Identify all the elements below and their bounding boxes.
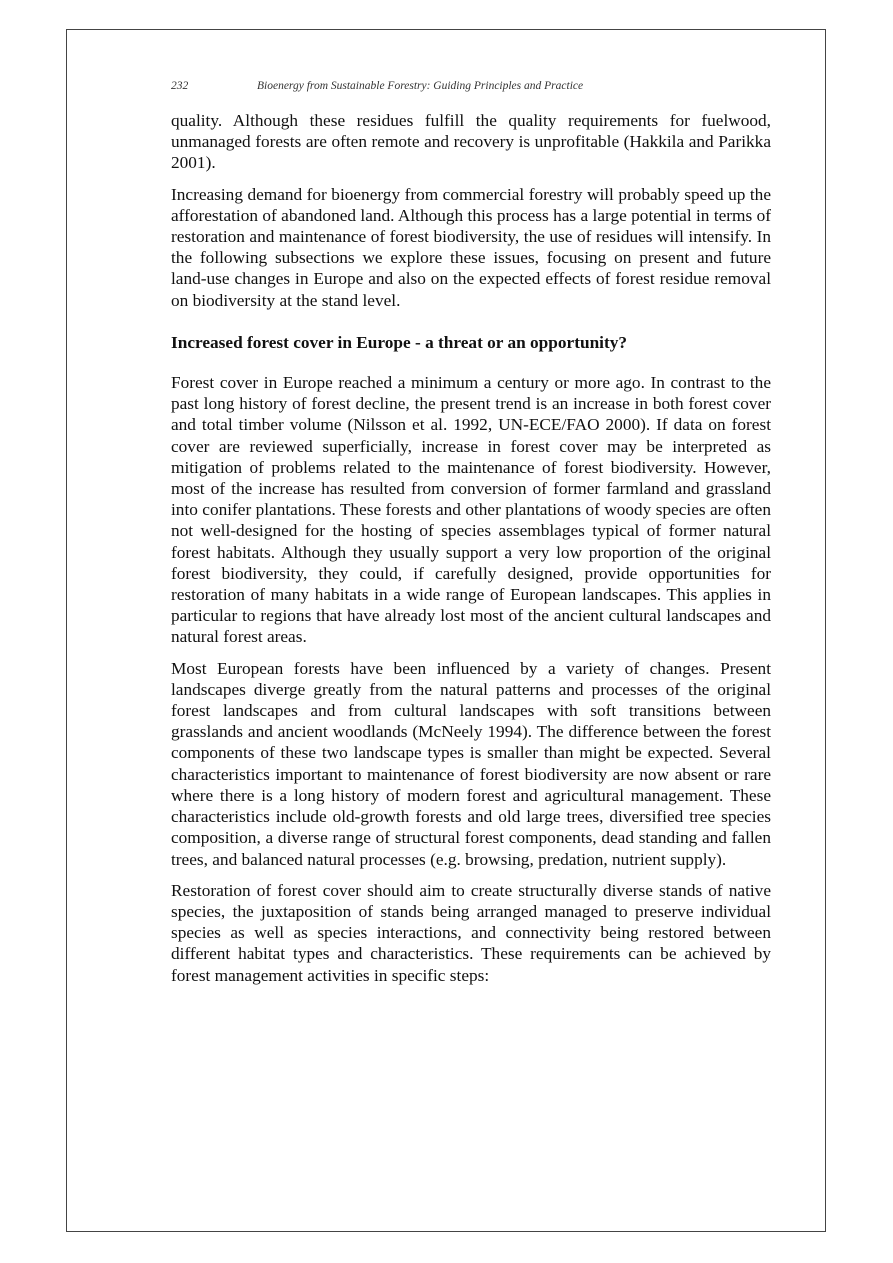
paragraph-bioenergy-demand: Increasing demand for bioenergy from commercial forestry will probably speed up the afforestation of abandoned land. Although this process has a large potential in terms of restoration and maintenance of forest biodiversity, the use of residues will intensify. In the following subsections we explore these issues, focusing on present and future land-use changes in Europe and also on the expected effects of forest residue removal on biodiversity at the stand level.	[171, 184, 771, 310]
running-header	[171, 80, 771, 98]
paragraph-continuation: quality. Although these residues fulfill the quality requirements for fuelwood, unmanaged forests are often remote and recovery is unprofitable (Hakkila and Parikka 2001).	[171, 111, 771, 173]
paragraph-restoration: Restoration of forest cover should aim to create structurally diverse stands of native species, the juxtaposition of stands being arranged managed to preserve individual species as well as species interactions, and connectivity being restored between different habitat types and characteristics. These requirements can be achieved by forest management activities in specific steps:	[171, 880, 771, 985]
paragraph-forest-cover: Forest cover in Europe reached a minimum a century or more ago. In contrast to the past long history of forest decline, the present trend is an increase in both forest cover and total timber volume (Nilsson et al. 1992, UN-ECE/FAO 2000). If data on forest cover are reviewed superficially, increase in forest cover may be interpreted as mitigation of problems related to the maintenance of forest biodiversity. However, most of the increase has resulted from conversion of former farmland and grassland into conifer plantations. These forests and other plantations of woody species are often not well-designed for the hosting of species assemblages typical of former natural forest habitats. Although they usually support a very low proportion of the original forest biodiversity, they could, if carefully designed, provide opportunities for restoration of many habitats in a wide range of European landscapes. This applies in particular to regions that have already lost most of the ancient cultural landscapes and natural forest areas.	[171, 373, 771, 647]
running-title: Bioenergy from Sustainable Forestry: Guiding Principles and Practice	[257, 80, 584, 92]
page-body	[171, 110, 771, 996]
paragraph-landscape-changes: Most European forests have been influenced by a variety of changes. Present landscapes diverge greatly from the natural patterns and processes of the original forest landscapes and from cultural landscapes with soft transitions between grasslands and ancient woodlands (McNeely 1994). The difference between the forest components of these two landscape types is smaller than might be expected. Several characteristics important to maintenance of forest biodiversity are now absent or rare where there is a long history of modern forest and agricultural management. These characteristics include old-growth forests and old large trees, diversified tree species composition, a diverse range of structural forest components, dead standing and fallen trees, and balanced natural processes (e.g. browsing, predation, nutrient supply).	[171, 658, 771, 869]
page-number: 232	[171, 80, 189, 92]
section-heading: Increased forest cover in Europe - a threat or an opportunity?	[171, 332, 628, 352]
